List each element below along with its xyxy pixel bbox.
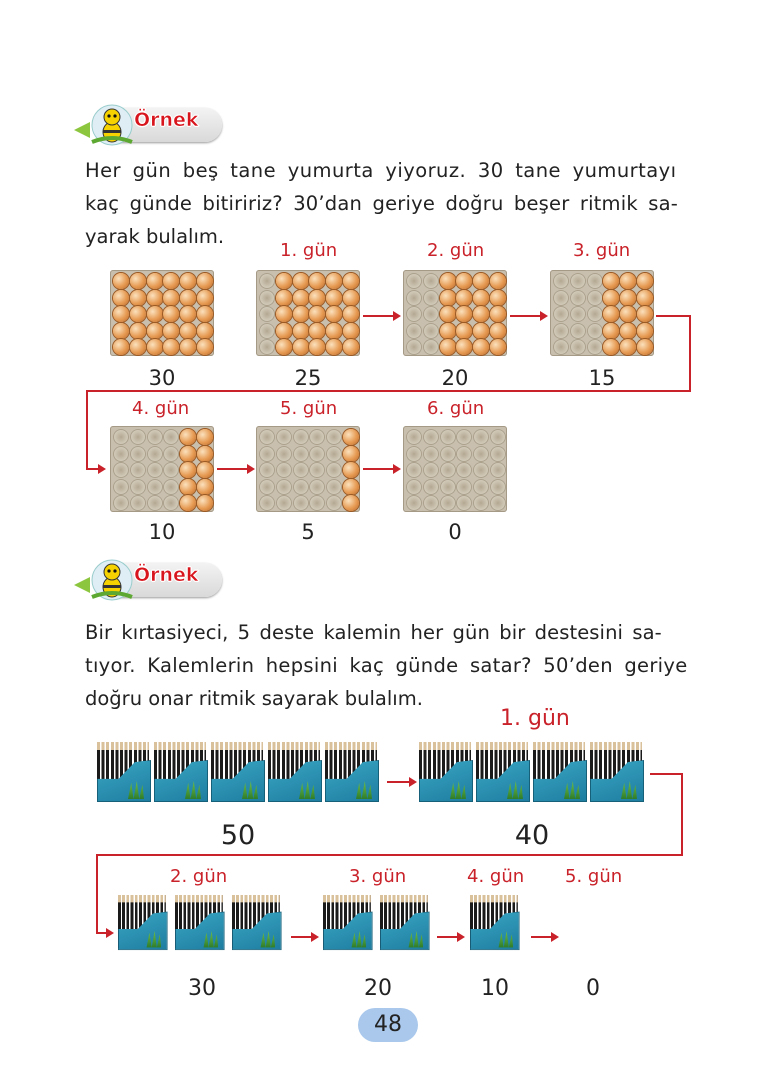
empty-cup (406, 323, 422, 339)
egg (473, 339, 489, 355)
egg (440, 290, 456, 306)
empty-cup (276, 479, 292, 495)
egg (163, 290, 179, 306)
empty-cup (259, 323, 275, 339)
egg (147, 323, 163, 339)
empty-cup (473, 462, 489, 478)
empty-cup (456, 446, 472, 462)
empty-cup (423, 306, 439, 322)
empty-cup (456, 495, 472, 511)
egg (180, 446, 196, 462)
egg (637, 290, 653, 306)
egg (473, 290, 489, 306)
empty-cup (130, 462, 146, 478)
pencil-pack (154, 742, 206, 804)
egg-tray (110, 426, 214, 512)
empty-cup (309, 462, 325, 478)
count-label: 0 (448, 520, 462, 544)
empty-cup (326, 462, 342, 478)
egg (309, 306, 325, 322)
empty-cup (309, 429, 325, 445)
egg (343, 462, 359, 478)
example-2-text (85, 616, 690, 715)
egg (293, 273, 309, 289)
empty-cup (440, 429, 456, 445)
pencil-pack (97, 742, 149, 804)
bee-mascot-icon (72, 557, 134, 603)
egg (197, 495, 213, 511)
egg (473, 273, 489, 289)
egg (197, 323, 213, 339)
pencil-pack (118, 895, 166, 952)
arrow-icon (217, 468, 253, 470)
egg (180, 495, 196, 511)
egg (163, 306, 179, 322)
empty-cup (490, 479, 506, 495)
egg (440, 306, 456, 322)
day-label: 6. gün (427, 398, 485, 419)
empty-cup (553, 273, 569, 289)
badge-title: Örnek (134, 564, 199, 586)
pencil-pack (325, 742, 377, 804)
page-number: 48 (358, 1008, 418, 1042)
empty-cup (423, 446, 439, 462)
egg (603, 306, 619, 322)
empty-cup (423, 495, 439, 511)
egg (620, 273, 636, 289)
empty-cup (423, 479, 439, 495)
empty-cup (406, 306, 422, 322)
empty-cup (293, 462, 309, 478)
empty-cup (440, 446, 456, 462)
arrow-icon (86, 468, 104, 470)
empty-cup (423, 339, 439, 355)
count-label: 40 (514, 820, 550, 851)
arrow-icon (437, 936, 463, 938)
egg (603, 339, 619, 355)
egg (276, 339, 292, 355)
egg (326, 339, 342, 355)
empty-cup (163, 429, 179, 445)
egg (343, 339, 359, 355)
egg (113, 290, 129, 306)
egg (197, 273, 213, 289)
egg (276, 273, 292, 289)
text-line: Her gün beş tane yumurta yiyoruz. 30 tane yumurtayı (85, 159, 677, 182)
empty-cup (130, 429, 146, 445)
egg (473, 323, 489, 339)
empty-cup (423, 429, 439, 445)
egg (326, 306, 342, 322)
empty-cup (570, 323, 586, 339)
egg-tray (550, 270, 654, 356)
empty-cup (259, 429, 275, 445)
empty-cup (113, 479, 129, 495)
empty-cup (406, 273, 422, 289)
empty-cup (440, 479, 456, 495)
empty-cup (490, 429, 506, 445)
empty-cup (147, 479, 163, 495)
egg (197, 429, 213, 445)
empty-cup (587, 323, 603, 339)
arrow-icon (363, 315, 399, 317)
empty-cup (163, 479, 179, 495)
empty-cup (259, 495, 275, 511)
arrow-icon (291, 936, 317, 938)
egg (637, 273, 653, 289)
pencil-pack (175, 895, 223, 952)
pencil-pack (476, 742, 528, 804)
empty-cup (259, 290, 275, 306)
empty-cup (276, 446, 292, 462)
example-badge-2 (72, 557, 224, 603)
egg (456, 290, 472, 306)
pencil-pack (232, 895, 280, 952)
count-label: 5 (301, 520, 315, 544)
egg (490, 339, 506, 355)
egg (163, 339, 179, 355)
empty-cup (293, 429, 309, 445)
empty-cup (587, 339, 603, 355)
empty-cup (553, 339, 569, 355)
egg (113, 339, 129, 355)
empty-cup (130, 479, 146, 495)
egg (490, 273, 506, 289)
empty-cup (423, 290, 439, 306)
arrow-icon (96, 932, 112, 934)
egg (180, 429, 196, 445)
egg (130, 290, 146, 306)
empty-cup (147, 429, 163, 445)
empty-cup (406, 446, 422, 462)
egg (637, 306, 653, 322)
empty-cup (423, 323, 439, 339)
empty-cup (406, 290, 422, 306)
pencil-pack (419, 742, 471, 804)
empty-cup (326, 495, 342, 511)
arrow-icon (531, 936, 557, 938)
egg (326, 273, 342, 289)
empty-cup (326, 429, 342, 445)
empty-cup (440, 462, 456, 478)
empty-cup (147, 462, 163, 478)
empty-cup (326, 479, 342, 495)
egg (130, 273, 146, 289)
empty-cup (276, 495, 292, 511)
egg-tray (403, 426, 507, 512)
egg (603, 273, 619, 289)
egg (343, 290, 359, 306)
text-line: doğru onar ritmik sayarak bulalım. (85, 687, 423, 710)
empty-cup (113, 446, 129, 462)
empty-cup (309, 479, 325, 495)
empty-cup (163, 446, 179, 462)
empty-cup (473, 446, 489, 462)
empty-cup (259, 273, 275, 289)
egg (343, 446, 359, 462)
egg (343, 495, 359, 511)
pencil-pack (323, 895, 371, 952)
egg (197, 306, 213, 322)
empty-cup (309, 446, 325, 462)
egg (113, 323, 129, 339)
egg (440, 339, 456, 355)
pencil-pack (268, 742, 320, 804)
egg-tray (256, 426, 360, 512)
example-badge-1 (72, 102, 224, 148)
empty-cup (553, 306, 569, 322)
empty-cup (293, 495, 309, 511)
egg (603, 323, 619, 339)
empty-cup (406, 339, 422, 355)
egg (197, 479, 213, 495)
empty-cup (553, 323, 569, 339)
text-line: kaç günde bitiririz? 30’dan geriye doğru beşer ritmik sa- (85, 192, 678, 215)
empty-cup (423, 462, 439, 478)
egg (180, 462, 196, 478)
day-label: 1. gün (280, 240, 338, 261)
egg (163, 273, 179, 289)
count-label: 10 (481, 976, 509, 1001)
egg (440, 323, 456, 339)
egg (603, 290, 619, 306)
empty-cup (406, 495, 422, 511)
empty-cup (406, 462, 422, 478)
day-label: 5. gün (565, 866, 623, 887)
empty-cup (456, 429, 472, 445)
egg (197, 339, 213, 355)
egg (180, 339, 196, 355)
connector-line (86, 390, 88, 470)
empty-cup (113, 462, 129, 478)
egg (180, 479, 196, 495)
egg (293, 306, 309, 322)
empty-cup (440, 495, 456, 511)
connector-line (650, 773, 682, 775)
egg-tray (110, 270, 214, 356)
egg (343, 323, 359, 339)
egg (309, 339, 325, 355)
pencil-pack (590, 742, 642, 804)
count-label: 20 (441, 366, 469, 390)
empty-cup (456, 462, 472, 478)
egg (343, 273, 359, 289)
egg (197, 290, 213, 306)
egg (326, 290, 342, 306)
pencil-pack (211, 742, 263, 804)
empty-cup (163, 462, 179, 478)
connector-line (86, 390, 691, 392)
day-label: 2. gün (170, 866, 228, 887)
empty-cup (490, 446, 506, 462)
egg (180, 273, 196, 289)
count-label: 10 (148, 520, 176, 544)
day-label: 4. gün (132, 398, 190, 419)
egg (309, 323, 325, 339)
count-label: 30 (188, 976, 216, 1001)
egg (637, 339, 653, 355)
empty-cup (406, 479, 422, 495)
egg (326, 323, 342, 339)
empty-cup (326, 446, 342, 462)
count-label: 25 (294, 366, 322, 390)
empty-cup (276, 462, 292, 478)
egg (293, 290, 309, 306)
empty-cup (259, 306, 275, 322)
egg (197, 446, 213, 462)
connector-line (681, 773, 683, 856)
egg (276, 323, 292, 339)
day-label: 5. gün (280, 398, 338, 419)
day-label: 2. gün (427, 240, 485, 261)
empty-cup (570, 273, 586, 289)
egg (620, 306, 636, 322)
empty-cup (293, 479, 309, 495)
count-label: 0 (586, 976, 600, 1001)
day-label: 4. gün (467, 866, 525, 887)
egg (130, 323, 146, 339)
empty-cup (490, 495, 506, 511)
empty-cup (587, 290, 603, 306)
egg (637, 323, 653, 339)
connector-line (96, 854, 98, 934)
egg (293, 339, 309, 355)
pencil-pack (470, 895, 518, 952)
empty-cup (147, 495, 163, 511)
egg (456, 273, 472, 289)
egg (197, 462, 213, 478)
empty-cup (293, 446, 309, 462)
egg (440, 273, 456, 289)
connector-line (689, 315, 691, 392)
empty-cup (147, 446, 163, 462)
egg (130, 306, 146, 322)
egg (620, 339, 636, 355)
count-label: 15 (588, 366, 616, 390)
egg (309, 273, 325, 289)
egg (309, 290, 325, 306)
arrow-icon (387, 781, 415, 783)
egg (473, 306, 489, 322)
empty-cup (163, 495, 179, 511)
badge-title: Örnek (134, 109, 199, 131)
empty-cup (113, 495, 129, 511)
egg (276, 290, 292, 306)
count-label: 30 (148, 366, 176, 390)
egg (343, 306, 359, 322)
empty-cup (130, 446, 146, 462)
text-line: Bir kırtasiyeci, 5 deste kalemin her gün bir destesini sa- (85, 621, 662, 644)
egg (276, 306, 292, 322)
egg (490, 290, 506, 306)
egg (130, 339, 146, 355)
empty-cup (130, 495, 146, 511)
egg (113, 306, 129, 322)
empty-cup (259, 339, 275, 355)
empty-cup (423, 273, 439, 289)
egg (147, 339, 163, 355)
egg-tray (403, 270, 507, 356)
arrow-icon (363, 468, 399, 470)
egg (343, 479, 359, 495)
egg (293, 323, 309, 339)
egg (456, 323, 472, 339)
empty-cup (570, 339, 586, 355)
empty-cup (473, 479, 489, 495)
bee-mascot-icon (72, 102, 134, 148)
empty-cup (259, 479, 275, 495)
egg (147, 290, 163, 306)
count-label: 20 (364, 976, 392, 1001)
connector-line (656, 315, 691, 317)
text-line: yarak bulalım. (85, 225, 225, 248)
day-label: 1. gün (500, 706, 570, 731)
egg (180, 323, 196, 339)
egg (343, 429, 359, 445)
egg (147, 306, 163, 322)
egg (113, 273, 129, 289)
empty-cup (553, 290, 569, 306)
pencil-pack (533, 742, 585, 804)
count-label: 50 (220, 820, 256, 851)
egg (490, 323, 506, 339)
connector-line (96, 854, 683, 856)
egg-tray (256, 270, 360, 356)
text-line: tıyor. Kalemlerin hepsini kaç günde satar? 50’den geriye (85, 654, 688, 677)
egg (180, 290, 196, 306)
empty-cup (473, 495, 489, 511)
egg (180, 306, 196, 322)
empty-cup (259, 446, 275, 462)
egg (456, 306, 472, 322)
egg (490, 306, 506, 322)
empty-cup (309, 495, 325, 511)
empty-cup (113, 429, 129, 445)
example-1-text (85, 154, 690, 253)
empty-cup (490, 462, 506, 478)
egg (620, 323, 636, 339)
day-label: 3. gün (349, 866, 407, 887)
empty-cup (570, 306, 586, 322)
empty-cup (587, 273, 603, 289)
day-label: 3. gün (573, 240, 631, 261)
arrow-icon (510, 315, 546, 317)
pencil-pack (380, 895, 428, 952)
empty-cup (456, 479, 472, 495)
empty-cup (276, 429, 292, 445)
empty-cup (473, 429, 489, 445)
empty-cup (587, 306, 603, 322)
egg (147, 273, 163, 289)
egg (456, 339, 472, 355)
egg (620, 290, 636, 306)
empty-cup (406, 429, 422, 445)
empty-cup (570, 290, 586, 306)
egg (163, 323, 179, 339)
empty-cup (259, 462, 275, 478)
